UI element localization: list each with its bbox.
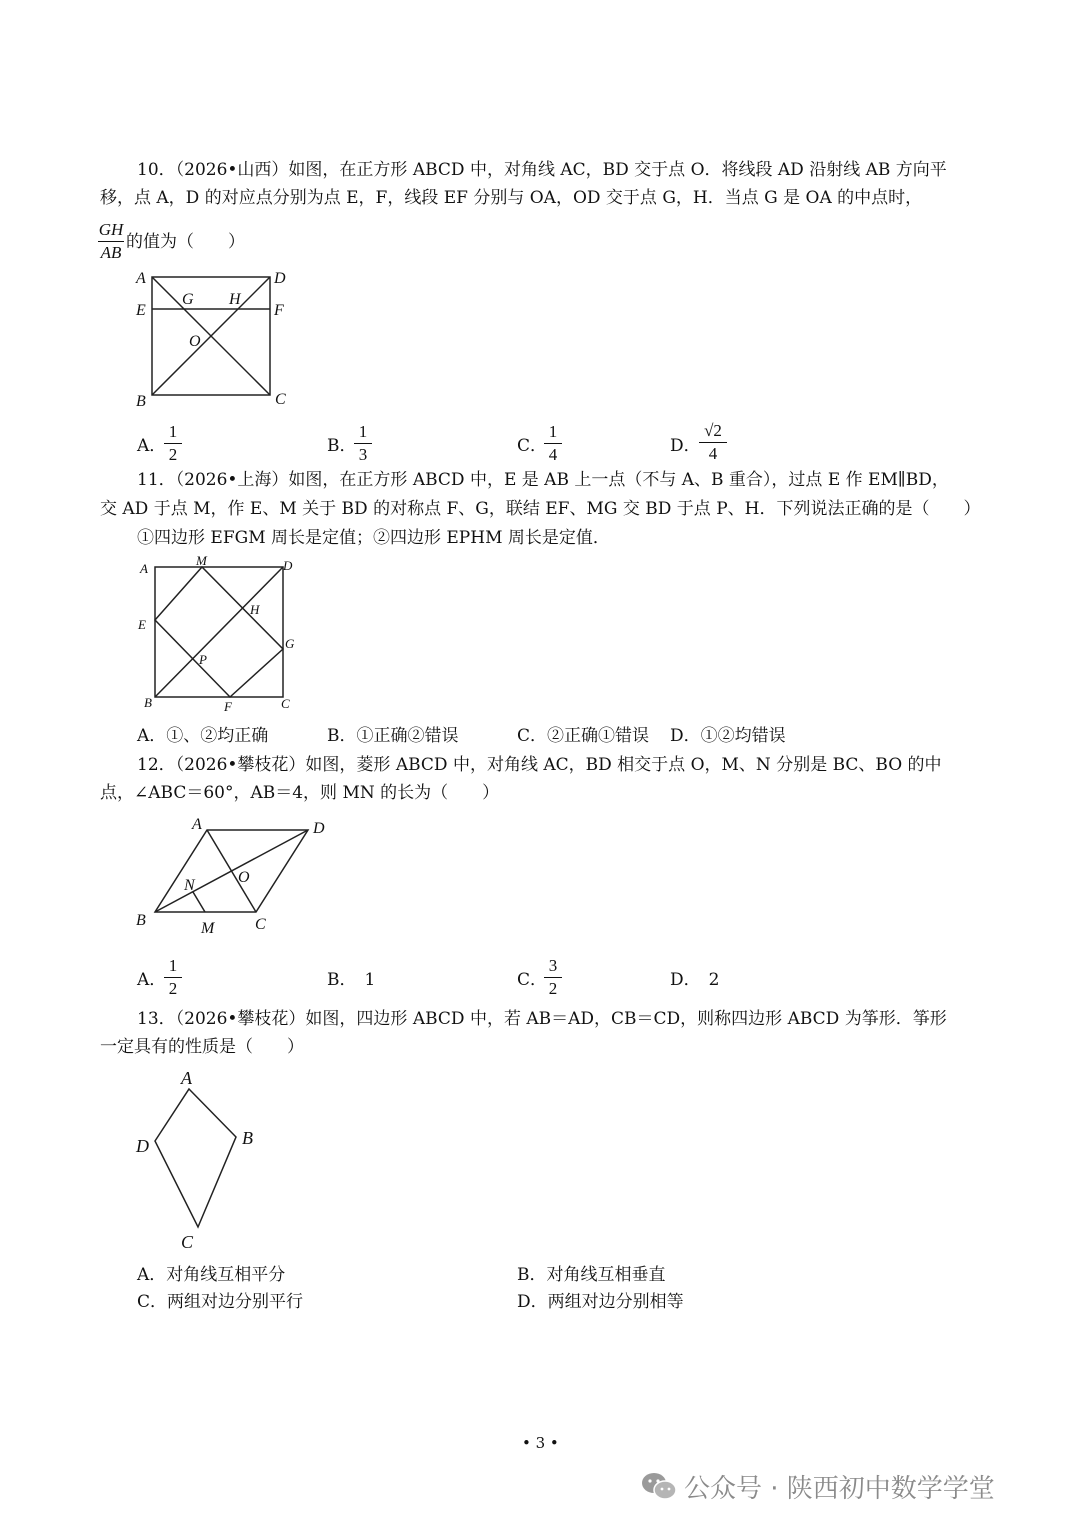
label-e: E [136, 302, 146, 319]
page-number: • 3 • [522, 1434, 559, 1452]
label-c: C [275, 391, 286, 408]
q10-text-line3: 的值为（ ） [126, 232, 245, 252]
label-h: H [250, 602, 260, 617]
q11-option-d: D．①②均错误 [670, 726, 786, 746]
q12-option-c-fraction [544, 956, 562, 999]
label-c: C [281, 696, 290, 711]
q13-option-a: A．对角线互相平分 [137, 1265, 286, 1285]
label-a: A [181, 1068, 192, 1088]
q10-option-a-letter: A． [137, 436, 167, 456]
option-value: 1 [364, 970, 376, 990]
q10-option-b-fraction [354, 422, 372, 465]
fraction-denominator: 2 [548, 979, 558, 998]
label-b: B [144, 695, 152, 710]
q11-square-figure [130, 553, 305, 713]
label-f: F [274, 302, 284, 319]
label-a: A [140, 561, 148, 576]
q10-option-c-fraction [544, 422, 562, 465]
q10-square-figure [130, 265, 300, 415]
q10-option-d-letter: D． [670, 436, 701, 456]
q10-text-line1: 10．（2026•山西）如图，在正方形 ABCD 中，对角线 AC，BD 交于点 O．将线段 AD 沿射线 AB 方向平 [137, 160, 947, 180]
label-a: A [192, 816, 202, 833]
kite-abcd [155, 1089, 236, 1227]
label-m: M [196, 553, 207, 568]
option-letter: D． [670, 970, 701, 990]
label-d: D [283, 558, 293, 573]
fraction-bar [164, 977, 182, 978]
fraction-numerator: 1 [168, 422, 178, 441]
q10-option-a-fraction [164, 422, 182, 465]
label-g: G [285, 636, 295, 651]
fraction-denominator: AB [100, 243, 122, 262]
label-p: P [199, 652, 207, 667]
q10-option-b-letter: B． [327, 436, 357, 456]
watermark-text: 公众号 · 陕西初中数学学堂 [684, 1474, 995, 1504]
diagonal-bd [155, 830, 308, 912]
q13-kite-figure [130, 1062, 270, 1257]
label-o: O [189, 333, 201, 350]
q11-option-b: B．①正确②错误 [327, 726, 459, 746]
label-b: B [242, 1128, 253, 1148]
q10-option-c-letter: C． [517, 436, 548, 456]
q12-option-a-fraction [164, 956, 182, 999]
label-c: C [181, 1232, 194, 1252]
label-d: D [136, 1136, 149, 1156]
label-g: G [182, 291, 194, 308]
option-value: 2 [708, 970, 720, 990]
diagonal-bd [155, 567, 283, 697]
q12-option-c-letter: C． [517, 970, 548, 990]
q11-option-a: A．①、②均正确 [137, 726, 269, 746]
q13-option-d: D．两组对边分别相等 [517, 1292, 684, 1312]
label-d: D [274, 270, 286, 287]
label-m: M [201, 920, 215, 937]
fraction-numerator: √2 [704, 421, 722, 440]
fraction-bar [164, 443, 182, 444]
fraction-numerator: 3 [548, 956, 558, 975]
label-e: E [138, 617, 146, 632]
q12-rhombus-figure [130, 812, 335, 942]
q13-option-c: C．两组对边分别平行 [137, 1292, 304, 1312]
label-b: B [136, 912, 146, 929]
option-letter: B． [327, 970, 357, 990]
q13-text-line1: 13．（2026•攀枝花）如图，四边形 ABCD 中，若 AB＝AD，CB＝CD，则称四边形 ABCD 为筝形．筝形 [137, 1009, 947, 1029]
q12-text-line2: 点，∠ABC＝60°，AB＝4，则 MN 的长为（ ） [100, 783, 500, 803]
q12-option-b [327, 968, 375, 992]
q11-option-c: C．②正确①错误 [517, 726, 650, 746]
label-o: O [238, 869, 250, 886]
q10-option-d-fraction [699, 421, 727, 464]
fraction-denominator: 4 [548, 445, 558, 464]
label-f: F [224, 699, 232, 714]
q13-text-line2: 一定具有的性质是（ ） [100, 1037, 304, 1057]
q11-text-line3: ①四边形 EFGM 周长是定值；②四边形 EPHM 周长是定值． [137, 528, 610, 548]
q10-text-line2: 移，点 A，D 的对应点分别为点 E，F，线段 EF 分别与 OA，OD 交于点 G，H．当点 G 是 OA 的中点时， [100, 188, 923, 208]
fraction-denominator: 3 [358, 445, 368, 464]
fraction-denominator: 2 [168, 979, 178, 998]
q12-option-d [670, 968, 719, 992]
fraction-numerator: 1 [548, 422, 558, 441]
label-h: H [229, 291, 241, 308]
fraction-denominator: 4 [708, 444, 718, 463]
fraction-bar [544, 977, 562, 978]
label-b: B [136, 393, 146, 410]
fraction-numerator: 1 [358, 422, 368, 441]
label-n: N [184, 877, 195, 894]
fraction-denominator: 2 [168, 445, 178, 464]
q11-text-line2: 交 AD 于点 M，作 E、M 关于 BD 的对称点 F、G，联结 EF、MG 交 BD 于点 P、H．下列说法正确的是（ ） [100, 499, 981, 519]
fraction-bar [544, 443, 562, 444]
q12-option-a-letter: A． [137, 970, 167, 990]
q12-text-line1: 12．（2026•攀枝花）如图，菱形 ABCD 中，对角线 AC，BD 相交于点 O，M、N 分别是 BC、BO 的中 [137, 755, 942, 775]
wechat-icon [640, 1470, 678, 1502]
fraction-bar [98, 241, 124, 242]
label-d: D [313, 820, 325, 837]
q13-option-b: B．对角线互相垂直 [517, 1265, 666, 1285]
q11-text-line1: 11．（2026•上海）如图，在正方形 ABCD 中，E 是 AB 上一点（不与 A、B 重合），过点 E 作 EM∥BD， [137, 470, 949, 490]
label-a: A [136, 270, 146, 287]
fraction-bar [354, 443, 372, 444]
fraction-bar [699, 442, 727, 443]
fraction-numerator: GH [98, 220, 124, 239]
segment-mn [193, 892, 205, 912]
q10-ratio-fraction [98, 220, 124, 263]
fraction-numerator: 1 [168, 956, 178, 975]
label-c: C [255, 916, 266, 933]
